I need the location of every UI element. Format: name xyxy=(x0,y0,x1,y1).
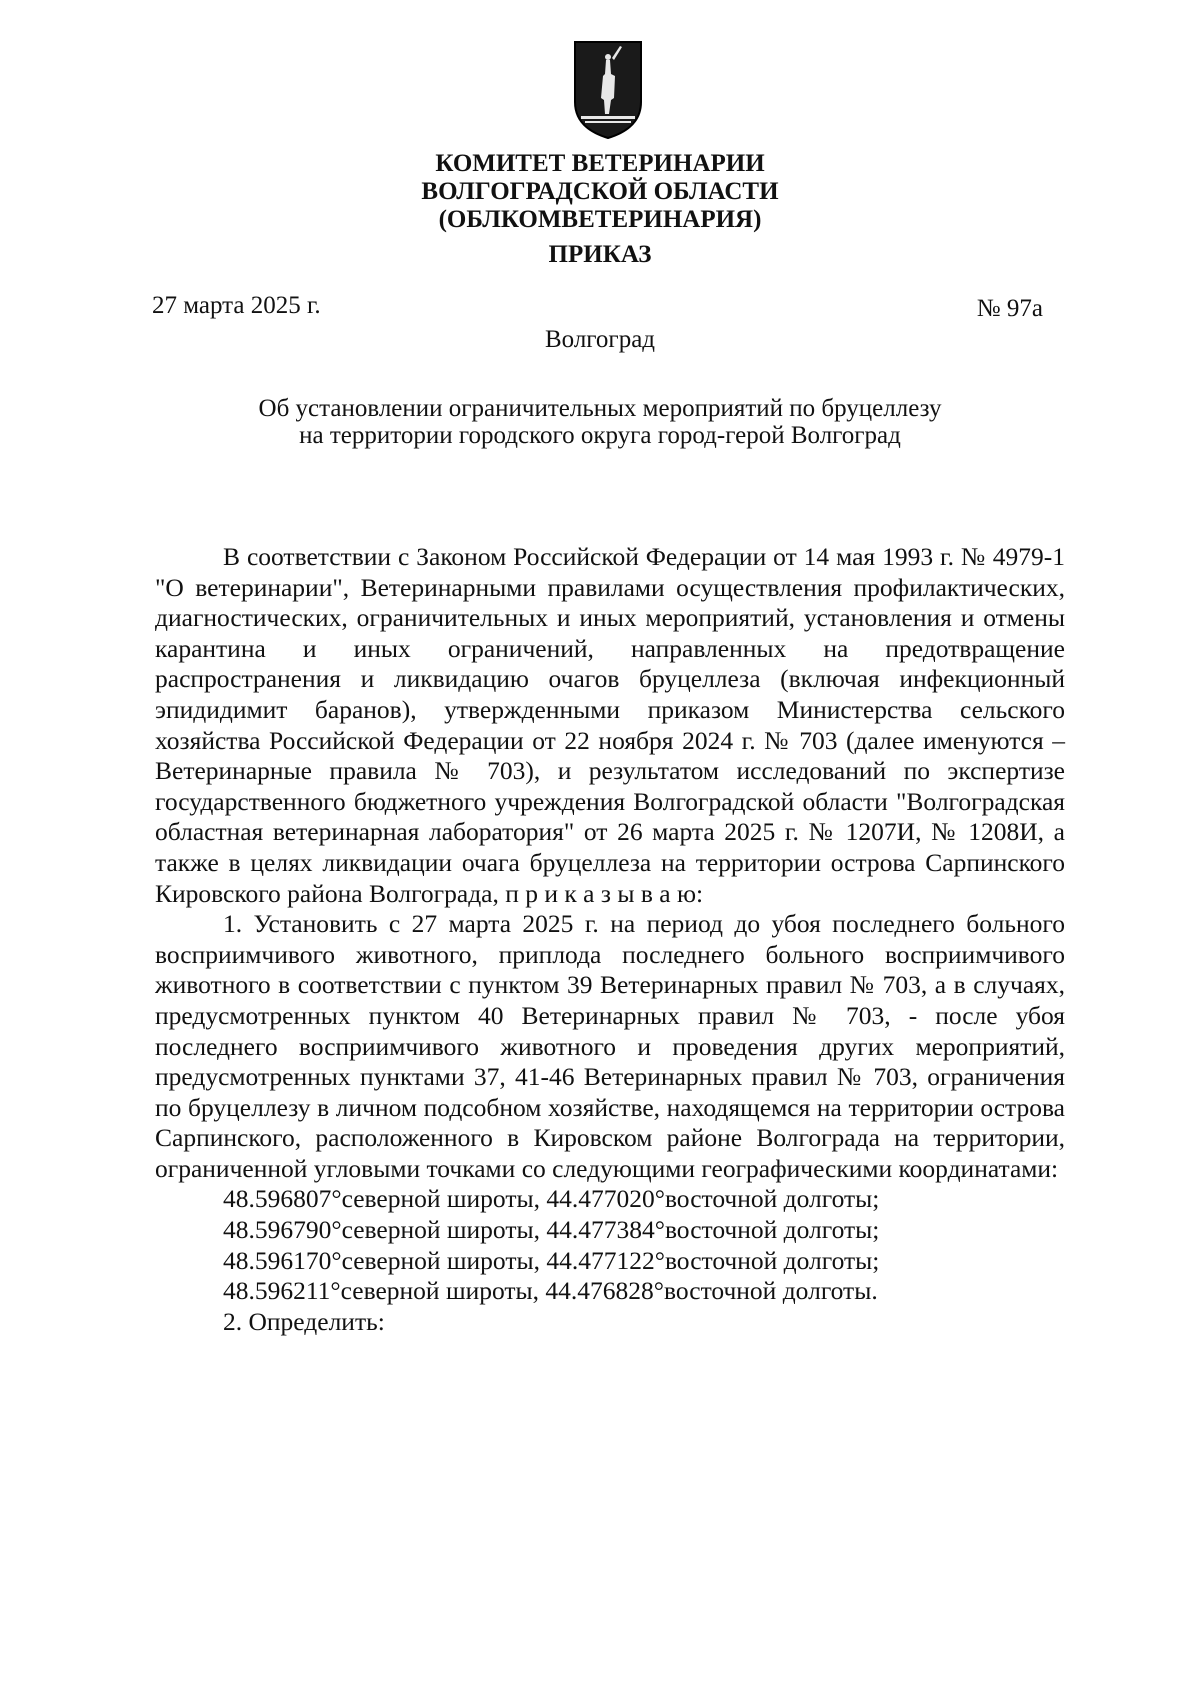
coordinate-line: 48.596807°северной широты, 44.477020°восточной долготы; xyxy=(223,1184,880,1214)
order-number: № 97а xyxy=(976,295,1043,322)
org-line: КОМИТЕТ ВЕТЕРИНАРИИ xyxy=(435,150,765,177)
org-line: ВОЛГОГРАДСКОЙ ОБЛАСТИ xyxy=(421,178,779,205)
preamble-paragraph: В соответствии с Законом Российской Федерации от 14 мая 1993 г. № 4979-1 "О ветеринарии", Ветеринарными правилами осуществления профилактических, диагностических, ограничительных и иных мероприятий, установления и отмены карантина и иных ограничений, направленных на предотвращение распространения и ликвидацию очагов бруцеллеза (включая инфекционный эпидидимит баранов), утвержденными приказом Министерства сельского хозяйства Российской Федерации от 22 ноября 2024 г. № 703 (далее именуются – Ветеринарные правила № 703), и результатом исследований по экспертизе государственного бюджетного учреждения Волгоградской области "Волгоградская областная ветеринарная лаборатория" от 26 марта 2025 г. № 1207И, № 1208И, а также в целях ликвидации очага бруцеллеза на территории острова Сарпинского Кировского района Волгограда, п р и к а з ы в а ю: xyxy=(155,542,1065,908)
org-line: (ОБЛКОМВЕТЕРИНАРИЯ) xyxy=(438,206,762,233)
volgograd-coat-of-arms-icon xyxy=(573,40,643,140)
coordinate-line: 48.596790°северной широты, 44.477384°восточной долготы; xyxy=(223,1215,880,1245)
order-date: 27 марта 2025 г. xyxy=(152,292,321,319)
coordinate-line: 48.596170°северной широты, 44.477122°восточной долготы; xyxy=(223,1245,880,1275)
organization-name xyxy=(0,150,1200,234)
order-subject xyxy=(0,395,1200,449)
subject-line: на территории городского округа город-герой Волгоград xyxy=(299,422,901,449)
item-1-paragraph: 1. Установить с 27 марта 2025 г. на период до убоя последнего больного восприимчивого животного, приплода последнего больного восприимчивого животного в соответствии с пунктом 39 Ветеринарных правил № 703, а в случаях, предусмотренных пунктом 40 Ветеринарных правил № 703, - после убоя последнего восприимчивого животного и проведения других мероприятий, предусмотренных пунктами 37, 41-46 Ветеринарных правил № 703, ограничения по бруцеллезу в личном подсобном хозяйстве, находящемся на территории острова Сарпинского, расположенного в Кировском районе Волгограда на территории, ограниченной угловыми точками со следующими географическими координатами: xyxy=(155,909,1065,1183)
order-city: Волгоград xyxy=(544,326,656,353)
subject-line: Об установлении ограничительных мероприятий по бруцеллезу xyxy=(258,395,942,422)
item-2-paragraph: 2. Определить: xyxy=(223,1306,385,1336)
order-body xyxy=(155,542,1065,1337)
document-type: ПРИКАЗ xyxy=(548,241,652,268)
coordinate-line: 48.596211°северной широты, 44.476828°восточной долготы. xyxy=(223,1276,878,1306)
coordinates-list xyxy=(155,1184,1065,1306)
